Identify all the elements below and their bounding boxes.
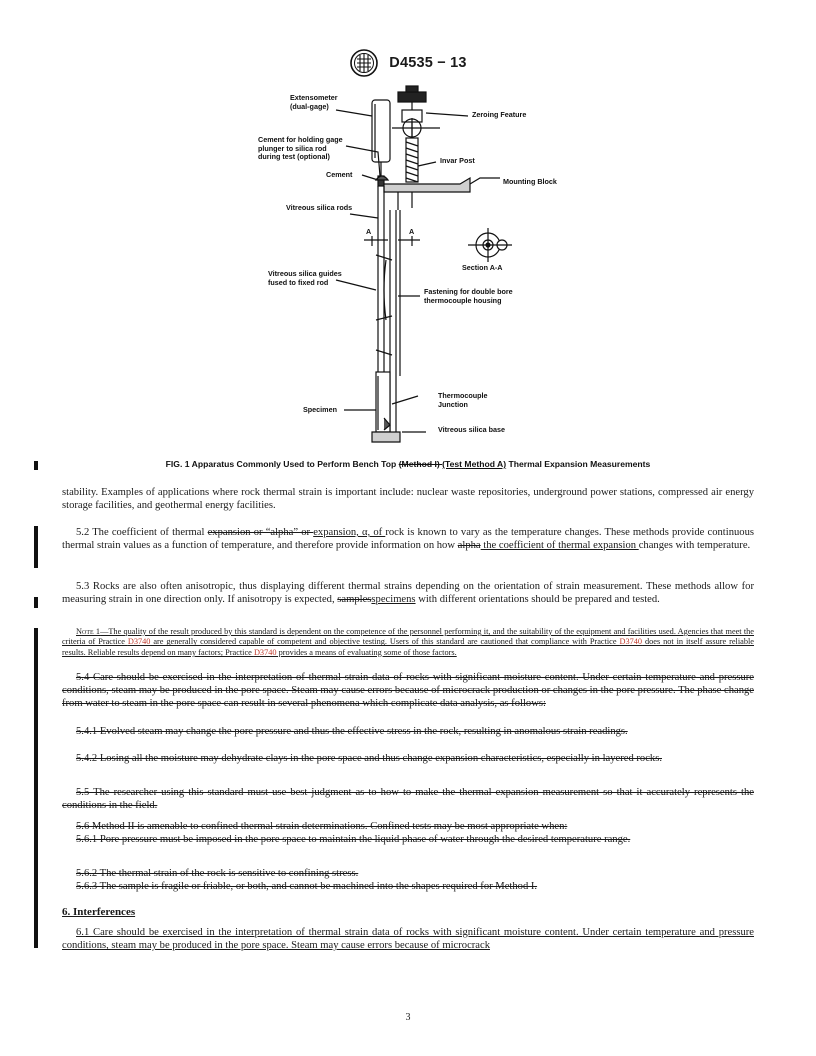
label-section-a-a: Section A-A [462, 263, 503, 272]
label-fastening: Fastening for double bore thermocouple housing [424, 287, 513, 305]
label-cement: Cement [326, 170, 353, 179]
label-silica-rods: Vitreous silica rods [286, 203, 353, 212]
page-header [0, 48, 816, 78]
text: rock is known to vary as the temperature changes. These methods provide continuous thermal strain values as a function of temperature, and therefore provide information on how [62, 527, 754, 552]
inserted-text: specimens [371, 594, 416, 606]
text: with different orientations should be prepared and tested. [415, 594, 660, 606]
deleted-paragraph-5-4-2: 5.4.2 Losing all the moisture may dehydrate clays in the pore space and thus change expansion characteristics, especially in layered rocks. [76, 753, 662, 764]
label-invar-post: Invar Post [440, 156, 475, 165]
text: does not in itself assure reliable results. Reliable results depend on many factors; Practice [62, 637, 754, 657]
deleted-paragraph-5-6-3: 5.6.3 The sample is fragile or friable, or both, and cannot be machined into the shapes required for Method I. [76, 881, 538, 892]
deleted-paragraph-5-6-1: 5.6.1 Pore pressure must be imposed in the pore space to maintain the liquid phase of water through the desired temperature range. [76, 834, 631, 845]
paragraph-5-2 [62, 526, 754, 552]
caption-inserted: (Test Method A) [442, 459, 507, 469]
deleted-text: expansion or “alpha” or [207, 527, 314, 538]
figure-caption [0, 459, 816, 469]
label-mounting-block: Mounting Block [503, 177, 557, 186]
caption-tail: Thermal Expansion Measurements [506, 459, 651, 469]
text: are generally considered capable of competent and objective testing. Users of this standard are cautioned that compliance with Practice [150, 637, 620, 647]
label-extensometer: Extensometer (dual-gage) [290, 93, 338, 111]
label-silica-base: Vitreous silica base [438, 425, 505, 434]
astm-logo-icon [349, 48, 379, 78]
paragraph-stability: stability. Examples of applications where rock thermal strain is important include: nuclear waste repositories, underground power stations, compressed air energy storage facilities, and geothermal energy facilities. [62, 487, 754, 512]
change-bar [34, 628, 38, 948]
deleted-paragraph-5-5: 5.5 The researcher using this standard must use best judgment as to how to make the thermal expansion measurement so that it accurately represents the conditions in the field. [62, 787, 754, 812]
label-silica-guides: Vitreous silica guides fused to fixed rod [268, 269, 342, 287]
page-number: 3 [405, 1012, 411, 1023]
text: 5.3 Rocks are also often anisotropic, thus displaying different thermal strains depending on the orientation of strain measurement. These methods allow for measuring strain in one direction only. If anisotropy is expected, [62, 581, 754, 606]
paragraph-6-1: 6.1 Care should be exercised in the interpretation of thermal strain data of rocks with significant moisture content. Under certain temperature and pressure conditions, steam may be produced in the pore space. Steam may cause errors because of microcrack [62, 927, 754, 952]
label-cement-holding: Cement for holding gage plunger to silica rod during test (optional) [258, 135, 343, 162]
deleted-text: samples [337, 594, 372, 606]
paragraph-5-3 [62, 580, 754, 606]
deleted-paragraph-5-6: 5.6 Method II is amenable to confined thermal strain determinations. Confined tests may be most appropriate when: [76, 821, 568, 832]
deleted-paragraph-5-4-1: 5.4.1 Evolved steam may change the pore pressure and thus the effective stress in the rock, resulting in anomalous strain readings. [76, 726, 628, 737]
caption-deleted: (Method I) [398, 459, 443, 469]
note-label: Note 1 [76, 627, 101, 636]
label-zeroing-feature: Zeroing Feature [472, 110, 527, 119]
label-thermocouple: Thermocouple Junction [438, 391, 488, 409]
apparatus-figure [0, 80, 816, 460]
label-section-a-left: A [366, 227, 372, 236]
deleted-paragraph-5-4: 5.4 Care should be exercised in the interpretation of thermal strain data of rocks with significant moisture content. Under certain temperature and pressure conditions, steam may be produced in the pore space. Steam may cause errors because of microcrack production or changes in the pore pressure. The phase change from water to steam in the pore space can result in several phenomena which complicate data analysis, as follows: [62, 672, 754, 710]
text: changes with temperature. [638, 540, 751, 552]
text: provides a means of evaluating some of those factors. [276, 647, 457, 657]
text: —The quality of the result produced by this standard is dependent on the competence of the personnel performing it, and the suitability of the equipment and facilities used. Agencies that meet the criteria of Practice [62, 627, 754, 647]
section-heading-interferences: 6. Interferences [62, 906, 136, 918]
deleted-text: alpha [457, 540, 481, 552]
document-id: D4535 − 13 [389, 55, 467, 71]
reference-link[interactable]: D3740 [127, 637, 151, 647]
reference-link[interactable]: D3740 [619, 637, 643, 647]
change-bar [34, 597, 38, 608]
deleted-paragraph-5-6-2: 5.6.2 The thermal strain of the rock is sensitive to confining stress. [76, 868, 359, 879]
inserted-text: the coefficient of thermal expansion [480, 540, 639, 552]
label-specimen: Specimen [303, 405, 337, 414]
note-1 [62, 627, 754, 658]
text: 5.2 The coefficient of thermal [76, 527, 208, 538]
change-bar [34, 526, 38, 568]
caption-main: FIG. 1 Apparatus Commonly Used to Perform Bench Top [165, 459, 399, 469]
label-section-a-right: A [409, 227, 415, 236]
reference-link[interactable]: D3740 [253, 647, 277, 657]
inserted-text: expansion, α, of [313, 527, 386, 538]
apparatus-drawing [0, 80, 816, 460]
